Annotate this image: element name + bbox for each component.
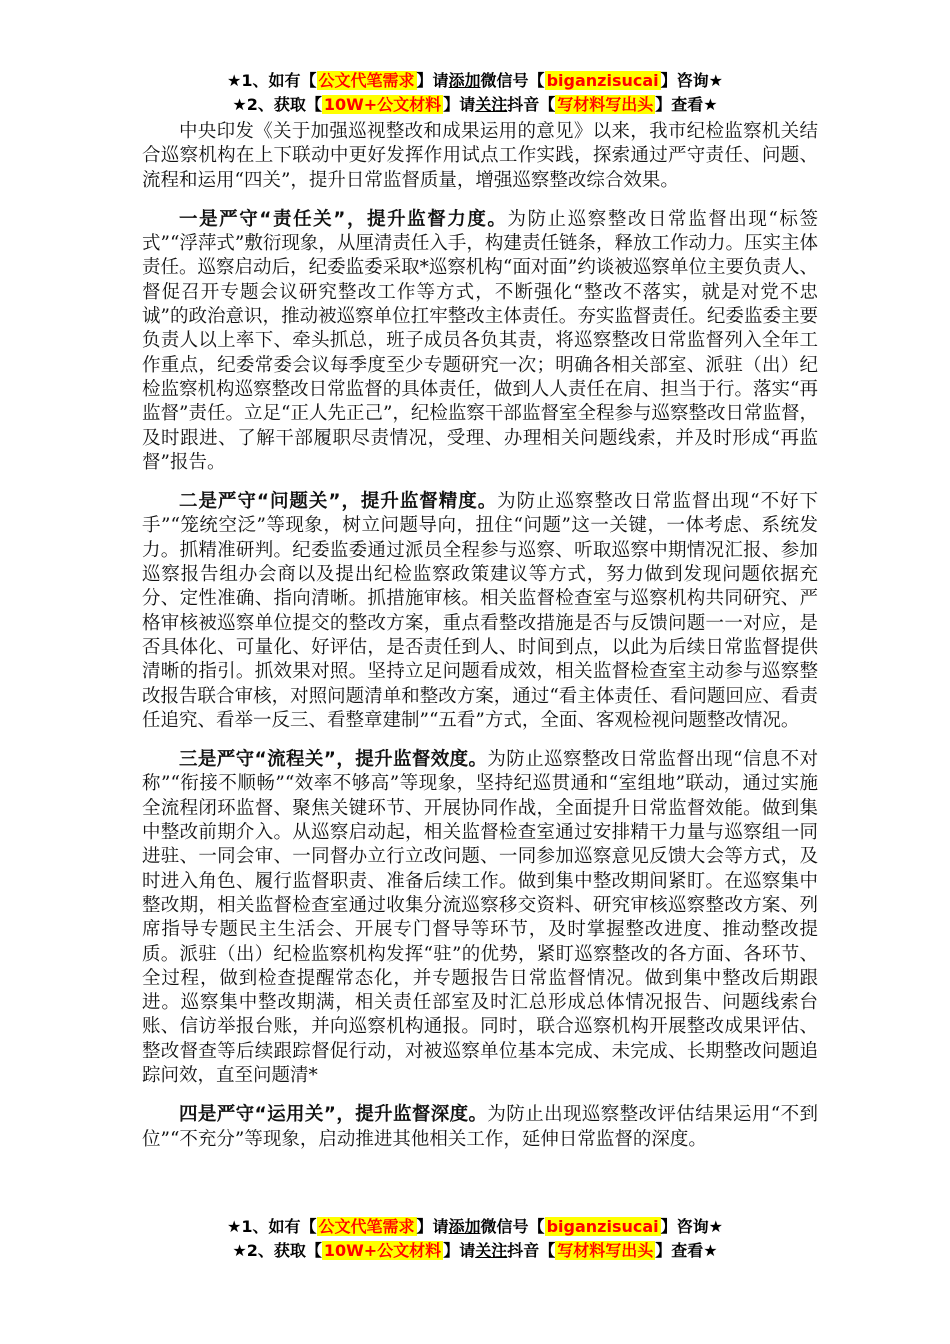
- banner-underlined: 关注: [475, 1241, 508, 1260]
- banner-highlight: biganzisucai: [546, 1217, 659, 1236]
- banner-text: ★2、获取【: [232, 1241, 322, 1260]
- banner-text: ★1、如有【: [227, 1217, 317, 1236]
- paragraph-text: 中央印发《关于加强巡视整改和成果运用的意见》以来，我市纪检监察机关结合巡察机构在上下联动中更好发挥作用试点工作实践，探索通过严守责任、问题、流程和运用“四关”，提升日常监督质量，增强巡察整改综合效果。: [142, 121, 818, 191]
- banner-text: ★2、获取【: [232, 95, 322, 114]
- banner-text: 】咨询★: [660, 71, 723, 90]
- banner-underlined: 关注: [475, 95, 508, 114]
- promo-banner-bottom-line2: [0, 1240, 950, 1262]
- paragraph-lead: 二是严守“问题关”，提升监督精度。: [179, 491, 498, 513]
- article-body: [142, 120, 818, 1152]
- paragraph-text: 为防止巡察整改日常监督出现“不好下手”“笼统空泛”等现象，树立问题导向，扭住“问题”这一关键，一体考虑、系统发力。抓精准研判。纪委监委通过派员全程参与巡察、听取巡察中期情况汇报、参加巡察报告组办会商以及提出纪检监察政策建议等方式，努力做到发现问题依据充分、定性准确、指向清晰。抓措施审核。相关监督检查室与巡察机构共同研究、严格审核被巡察单位提交的整改方案，重点看整改措施是否与反馈问题一一对应，是否具体化、可量化、好评估，是否责任到人、时间到点，以此为后续日常监督提供清晰的指引。抓效果对照。坚持立足问题看成效，相关监督检查室主动参与巡察整改报告联合审核，对照问题清单和整改方案，通过“看主体责任、看问题回应、看责任追究、看举一反三、看整章建制”“五看”方式，全面、客观检视问题整改情况。: [142, 491, 818, 731]
- banner-text: 微信号【: [480, 71, 545, 90]
- banner-text: 微信号【: [480, 1217, 545, 1236]
- promo-banner-top-line1: [0, 70, 950, 92]
- paragraph-application: [142, 1103, 818, 1152]
- banner-highlight: 公文代笔需求: [318, 1217, 415, 1236]
- banner-highlight: 10W+公文材料: [323, 1241, 442, 1260]
- banner-text: ★1、如有【: [227, 71, 317, 90]
- banner-underlined: 添加: [448, 1217, 481, 1236]
- banner-text: 】请: [443, 1241, 476, 1260]
- paragraph-process: [142, 748, 818, 1088]
- banner-text: 抖音【: [507, 95, 556, 114]
- banner-text: 】查看★: [655, 95, 718, 114]
- paragraph-intro: [142, 120, 818, 193]
- paragraph-lead: 四是严守“运用关”，提升监督深度。: [179, 1104, 488, 1126]
- banner-highlight: 公文代笔需求: [318, 71, 415, 90]
- banner-text: 】请: [416, 1217, 449, 1236]
- paragraph-lead: 一是严守“责任关”，提升监督力度。: [179, 208, 508, 230]
- banner-highlight: 10W+公文材料: [323, 95, 442, 114]
- banner-underlined: 添加: [448, 71, 481, 90]
- paragraph-text: 为防止巡察整改日常监督出现“信息不对称”“衔接不顺畅”“效率不够高”等现象，坚持纪巡贯通和“室组地”联动，通过实施全流程闭环监督、聚焦关键环节、开展协同作战，全面提升日常监督效能。做到集中整改前期介入。从巡察启动起，相关监督检查室通过安排精干力量与巡察组一同进驻、一同会审、一同督办立行立改问题、一同参加巡察意见反馈大会等方式，及时进入角色、履行监督职责、准备后续工作。做到集中整改期间紧盯。在巡察集中整改期，相关监督检查室通过收集分流巡察移交资料、研究审核巡察整改方案、列席指导专题民主生活会、开展专门督导等环节，及时掌握整改进度、推动整改提质。派驻（出）纪检监察机构发挥“驻”的优势，紧盯巡察整改的各方面、各环节、全过程，做到检查提醒常态化，并专题报告日常监督情况。做到集中整改后期跟进。巡察集中整改期满，相关责任部室及时汇总形成总体情况报告、问题线索台账、信访举报台账，并向巡察机构通报。同时，联合巡察机构开展整改成果评估、整改督查等后续跟踪督促行动，对被巡察单位基本完成、未完成、长期整改问题追踪问效，直至问题清*: [142, 749, 818, 1086]
- banner-text: 】请: [416, 71, 449, 90]
- banner-text: 抖音【: [507, 1241, 556, 1260]
- promo-banner-bottom-line1: [0, 1216, 950, 1238]
- paragraph-lead: 三是严守“流程关”，提升监督效度。: [179, 749, 488, 771]
- banner-text: 】咨询★: [660, 1217, 723, 1236]
- banner-text: 】查看★: [655, 1241, 718, 1260]
- paragraph-problem: [142, 490, 818, 733]
- banner-text: 】请: [443, 95, 476, 114]
- banner-highlight: 写材料写出头: [557, 1241, 654, 1260]
- paragraph-text: 为防止出现巡察整改评估结果运用“不到位”“不充分”等现象，启动推进其他相关工作，延伸日常监督的深度。: [142, 1104, 818, 1150]
- banner-highlight: 写材料写出头: [557, 95, 654, 114]
- paragraph-responsibility: [142, 208, 818, 475]
- promo-banner-top-line2: [0, 94, 950, 116]
- paragraph-text: 为防止巡察整改日常监督出现“标签式”“浮萍式”敷衍现象，从厘清责任入手，构建责任链条，释放工作动力。压实主体责任。巡察启动后，纪委监委采取*巡察机构“面对面”约谈被巡察单位主要负责人、督促召开专题会议研究整改工作等方式，不断强化“整改不落实，就是对党不忠诚”的政治意识，推动被巡察单位扛牢整改主体责任。夯实监督责任。纪委监委主要负责人以上率下、牵头抓总，班子成员各负其责，将巡察整改日常监督列入全年工作重点，纪委常委会议每季度至少专题研究一次；明确各相关部室、派驻（出）纪检监察机构巡察整改日常监督的具体责任，做到人人责任在肩、担当于行。落实“再监督”责任。立足“正人先正己”，纪检监察干部监督室全程参与巡察整改日常监督，及时跟进、了解干部履职尽责情况，受理、办理相关问题线索，并及时形成“再监督”报告。: [142, 208, 818, 473]
- banner-highlight: biganzisucai: [546, 71, 659, 90]
